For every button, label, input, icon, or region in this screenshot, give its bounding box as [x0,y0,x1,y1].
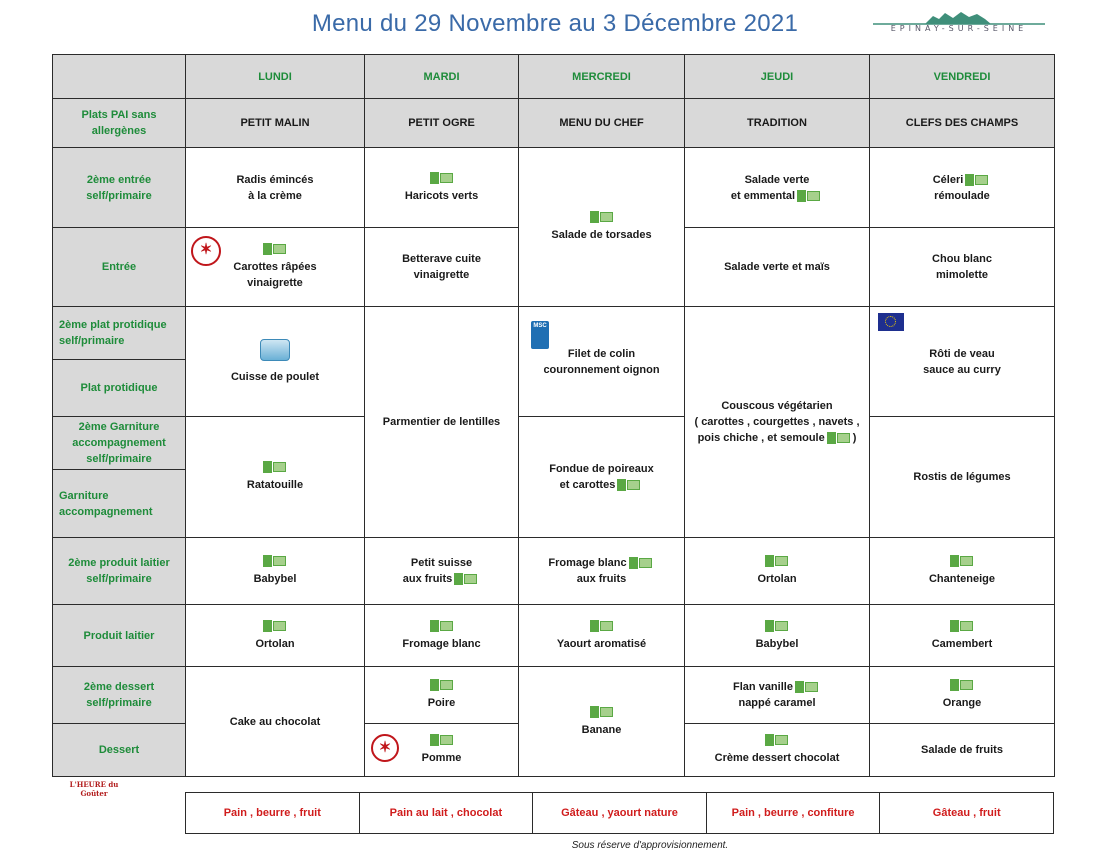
cell-vendredi-plat [870,307,1055,417]
days-row [53,55,1055,99]
cell-mercredi-laitier2 [519,538,685,605]
menu-name-lundi: PETIT MALIN [186,99,365,148]
dish-name: Couscous végétarien [721,400,833,412]
gouter-jeudi: Pain , beurre , confiture [706,793,880,834]
dish-name: et carottes [559,479,616,491]
dish-name: Petit suisse [410,557,473,569]
eu-flag-icon [878,313,904,331]
row-label-entree: Entrée [53,228,186,307]
organic-label-icon [827,432,851,444]
organic-label-icon [765,555,789,567]
dish-name: Orange [942,697,982,709]
cell-mercredi-plat [519,307,685,417]
cell-mardi-dessert2 [365,667,519,724]
label-rouge-icon [191,236,221,266]
row-entree2 [53,148,1055,228]
dish-name: Fromage blanc [402,637,481,650]
dish-name: Radis émincés [236,173,314,186]
dish-name: aux fruits [576,573,627,585]
cell-lundi-dessert: Cake au chocolat [186,667,365,777]
dish-name: Rôti de veau [929,347,995,360]
cell-mardi-dessert [365,724,519,777]
dish-name: Ratatouille [246,479,304,491]
row-label-laitier: Produit laitier [53,605,186,667]
row-laitier2 [53,538,1055,605]
row-label-laitier2: 2ème produit laitier self/primaire [53,538,186,605]
msc-label-icon: MSC [531,321,549,349]
gouter-mardi: Pain au lait , chocolat [359,793,533,834]
day-header-mardi: MARDI [365,55,519,99]
cell-vendredi-dessert2 [870,667,1055,724]
cell-lundi-laitier [186,605,365,667]
cell-vendredi-entree [870,228,1055,307]
dish-name: Poire [427,697,456,709]
cell-vendredi-entree2 [870,148,1055,228]
dish-name: vinaigrette [247,277,303,289]
dish-name: nappé caramel [738,697,816,709]
cell-jeudi-laitier [685,605,870,667]
dish-name: ) [852,432,857,444]
dish-name: Babybel [253,573,297,585]
dish-name: Carottes râpées [233,261,317,273]
dish-name: ( carottes , courgettes , navets , [694,416,860,428]
organic-label-icon [965,174,989,186]
organic-label-icon [629,557,653,569]
dish-name: Salade verte [744,173,810,186]
gouter-lundi: Pain , beurre , fruit [186,793,360,834]
cell-mercredi-garniture [519,417,685,538]
corner-cell [53,55,186,99]
cell-jeudi-dessert2 [685,667,870,724]
cell-jeudi-entree: Salade verte et maïs [685,228,870,307]
organic-label-icon [263,555,287,567]
cell-vendredi-dessert: Salade de fruits [870,724,1055,777]
dish-name: Salade de torsades [551,229,652,241]
gouter-table [185,792,1054,834]
dish-name: Yaourt aromatisé [556,637,647,650]
organic-label-icon [263,620,287,632]
organic-label-icon [617,479,641,491]
row-label-dessert2: 2ème dessert self/primaire [53,667,186,724]
row-label-garniture: Garniture accompagnement [53,470,186,538]
organic-label-icon [950,555,974,567]
city-logo [873,10,1045,38]
dish-name: mimolette [936,269,988,281]
row-label-plat2: 2ème plat protidique self/primaire [53,307,186,360]
cell-jeudi-plat [685,307,870,538]
dish-name: Cuisse de poulet [230,370,320,383]
organic-label-icon [795,681,819,693]
dish-name: Ortolan [757,573,797,585]
row-label-pai: Plats PAI sans allergènes [53,99,186,148]
dish-name: Crème dessert chocolat [714,752,840,764]
organic-label-icon [430,679,454,691]
organic-label-icon [765,620,789,632]
cell-vendredi-laitier2 [870,538,1055,605]
dish-name: Pomme [421,752,462,764]
cell-jeudi-entree2 [685,148,870,228]
city-logo-text: EPINAY-SUR-SEINE [890,24,1028,33]
organic-label-icon [590,706,614,718]
gouter-row [186,793,1054,834]
cell-mardi-entree [365,228,519,307]
cell-mardi-laitier2 [365,538,519,605]
cell-mardi-entree2 [365,148,519,228]
dish-name: Céleri [932,173,964,186]
menu-name-jeudi: TRADITION [685,99,870,148]
cell-jeudi-laitier2 [685,538,870,605]
cell-mercredi-entree [519,148,685,307]
footnote: Sous réserve d'approvisionnement. [571,840,729,851]
dish-name: Banane [581,723,622,736]
dish-name: Ortolan [255,637,295,650]
dish-name: vinaigrette [413,269,470,281]
dish-name: Fondue de poireaux [549,463,654,475]
cell-mardi-laitier [365,605,519,667]
organic-label-icon [263,243,287,255]
row-garniture2 [53,417,1055,470]
cell-lundi-plat [186,307,365,417]
day-header-mercredi: MERCREDI [519,55,685,99]
cell-mardi-plat: Parmentier de lentilles [365,307,519,538]
row-laitier [53,605,1055,667]
organic-label-icon [430,734,454,746]
organic-label-icon [950,620,974,632]
poultry-origin-icon [260,339,290,361]
gouter-logo: L'HEURE du Goûter [69,780,119,798]
dish-name: et emmental [730,189,796,202]
gouter-vendredi: Gâteau , fruit [880,793,1054,834]
row-label-plat: Plat protidique [53,360,186,417]
menu-table [52,54,1055,777]
menu-name-mercredi: MENU DU CHEF [519,99,685,148]
dish-name: Flan vanille [733,681,793,693]
menu-names-row [53,99,1055,148]
dish-name: Camembert [931,637,993,650]
dish-name: rémoulade [934,189,990,202]
organic-label-icon [797,190,821,202]
day-header-vendredi: VENDREDI [870,55,1055,99]
dish-name: à la crème [248,189,302,202]
dish-name: aux fruits [402,573,453,585]
cell-lundi-entree2 [186,148,365,228]
dish-name: Chanteneige [928,573,995,585]
gouter-mercredi: Gâteau , yaourt nature [533,793,707,834]
organic-label-icon [590,620,614,632]
dish-name: Haricots verts [404,189,479,202]
dish-name: couronnement oignon [543,363,660,376]
page-title: Menu du 29 Novembre au 3 Décembre 2021 [311,10,799,37]
organic-label-icon [454,573,478,585]
organic-label-icon [950,679,974,691]
day-header-lundi: LUNDI [186,55,365,99]
organic-label-icon [590,211,614,223]
organic-label-icon [263,461,287,473]
dish-name: Filet de colin [567,347,636,360]
cell-mercredi-dessert [519,667,685,777]
cell-vendredi-laitier [870,605,1055,667]
row-plat2 [53,307,1055,360]
dish-name: Chou blanc [932,253,992,265]
label-rouge-icon [371,734,399,762]
cell-lundi-entree [186,228,365,307]
menu-name-vendredi: CLEFS DES CHAMPS [870,99,1055,148]
dish-name: sauce au curry [923,363,1001,376]
cell-jeudi-dessert [685,724,870,777]
menu-name-mardi: PETIT OGRE [365,99,519,148]
cell-lundi-garniture [186,417,365,538]
organic-label-icon [430,620,454,632]
day-header-jeudi: JEUDI [685,55,870,99]
row-label-dessert: Dessert [53,724,186,777]
dish-name: pois chiche , et semoule [697,432,825,444]
dish-name: Betterave cuite [402,253,481,265]
dish-name: Babybel [755,637,799,650]
row-label-garniture2: 2ème Garniture accompagnement self/primaire [53,417,186,470]
cell-vendredi-garniture: Rostis de légumes [870,417,1055,538]
row-label-entree2: 2ème entrée self/primaire [53,148,186,228]
organic-label-icon [430,172,454,184]
organic-label-icon [765,734,789,746]
dish-name: Fromage blanc [548,557,627,569]
row-dessert2 [53,667,1055,724]
cell-lundi-laitier2 [186,538,365,605]
cell-mercredi-laitier [519,605,685,667]
